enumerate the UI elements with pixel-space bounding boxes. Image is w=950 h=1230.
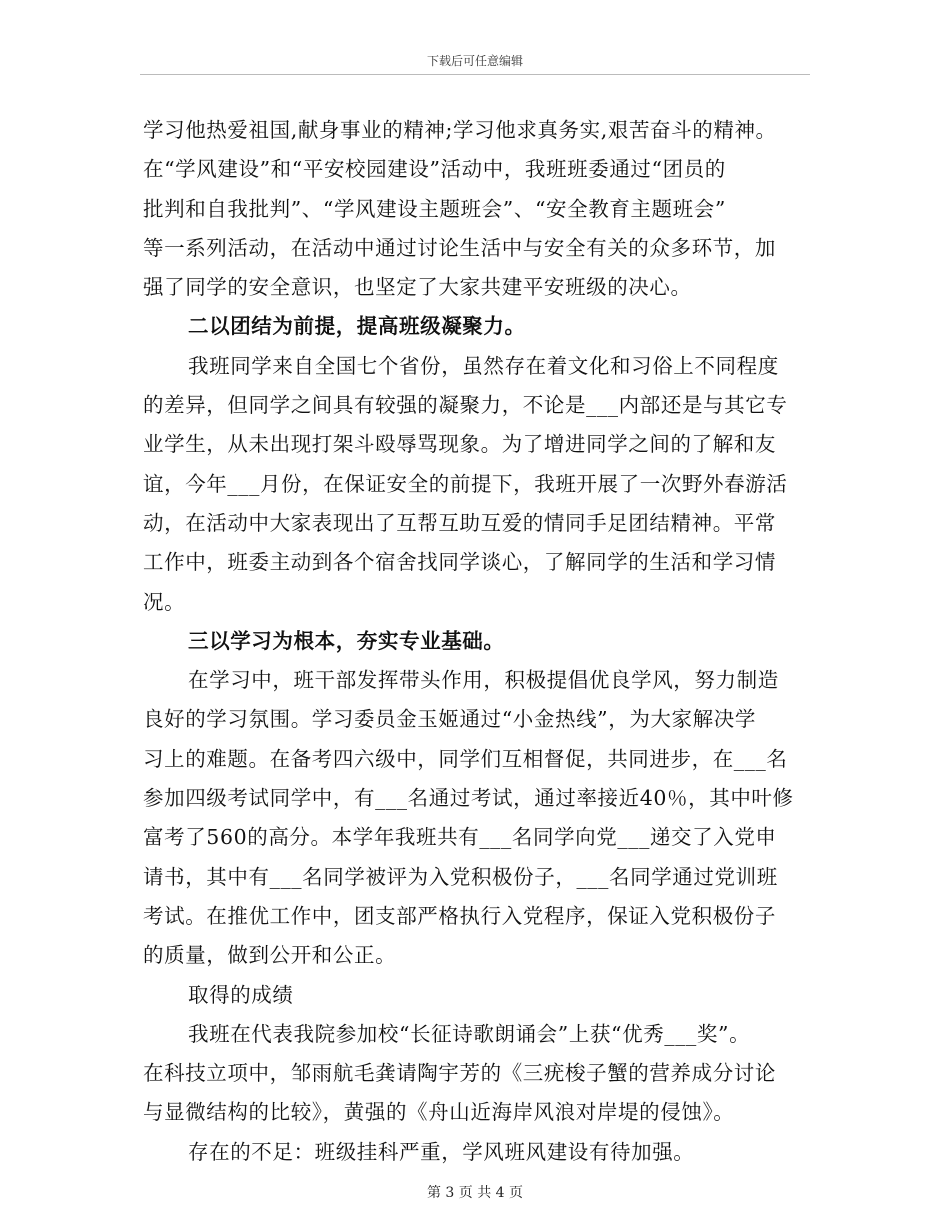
paragraph-line: 等一系列活动，在活动中通过讨论生活中与安全有关的众多环节，加	[143, 235, 776, 260]
paragraph-line: 与显微结构的比较》，黄强的《舟山近海岸风浪对岸堤的侵蚀》。	[143, 1100, 735, 1125]
paragraph-line: 学习他热爱祖国,献身事业的精神;学习他求真务实,艰苦奋斗的精神。	[143, 118, 777, 142]
paragraph-line: 存在的不足：班级挂科严重，学风班风建设有待加强。	[188, 1139, 695, 1164]
paragraph-line: 况。	[143, 589, 186, 614]
paragraph-line: 业学生，从未出现打架斗殴辱骂现象。为了增进同学之间的了解和友	[143, 432, 776, 457]
paragraph-line: 工作中，班委主动到各个宿舍找同学谈心，了解同学的生活和学习情	[143, 550, 776, 575]
paragraph-line: 的质量，做到公开和公正。	[143, 943, 397, 968]
paragraph-line: 富考了560的高分。本学年我班共有___名同学向党___递交了入党申	[143, 825, 777, 850]
paragraph-line: 良好的学习氛围。学习委员金玉姬通过“小金热线”，为大家解决学	[143, 707, 756, 732]
paragraph-line: 习上的难题。在备考四六级中，同学们互相督促，共同进步，在___名	[143, 746, 788, 771]
paragraph-line: 批判和自我批判”、“学风建设主题班会”、“安全教育主题班会”	[143, 196, 726, 221]
paragraph-line: 动，在活动中大家表现出了互帮互助互爱的情同手足团结精神。平常	[143, 510, 776, 535]
page-header: 下载后可任意编辑	[426, 54, 523, 68]
paragraph-line: 强了同学的安全意识，也坚定了大家共建平安班级的决心。	[143, 275, 692, 300]
paragraph-line: 参加四级考试同学中，有___名通过考试，通过率接近40％，其中叶修	[143, 786, 794, 811]
page-footer: 第 3 页 共 4 页	[426, 1185, 524, 1201]
paragraph-line: 我班同学来自全国七个省份，虽然存在着文化和习俗上不同程度	[188, 353, 779, 378]
paragraph-line: 考试。在推优工作中，团支部严格执行入党程序，保证入党积极份子	[143, 903, 776, 928]
paragraph-line: 在学习中，班干部发挥带头作用，积极提倡优良学风，努力制造	[188, 668, 779, 693]
section-heading: 二以团结为前提，提高班级凝聚力。	[188, 314, 526, 339]
paragraph-line: 我班在代表我院参加校“长征诗歌朗诵会”上获“优秀___奖”。	[188, 1021, 751, 1046]
subsection-label: 取得的成绩	[188, 982, 294, 1007]
document-body	[143, 111, 813, 1172]
section-heading: 三以学习为根本，夯实专业基础。	[188, 628, 505, 653]
paragraph-line: 的差异，但同学之间具有较强的凝聚力，不论是___内部还是与其它专	[143, 393, 788, 418]
paragraph-line: 谊，今年___月份，在保证安全的前提下，我班开展了一次野外春游活	[143, 471, 788, 496]
header-divider	[140, 74, 810, 75]
paragraph-line: 请书，其中有___名同学被评为入党积极份子，___名同学通过党训班	[143, 864, 778, 889]
paragraph-line: 在科技立项中，邹雨航毛龚请陶宇芳的《三疣梭子蟹的营养成分讨论	[143, 1061, 776, 1086]
paragraph-line: 在“学风建设”和“平安校园建设”活动中，我班班委通过“团员的	[143, 157, 726, 182]
